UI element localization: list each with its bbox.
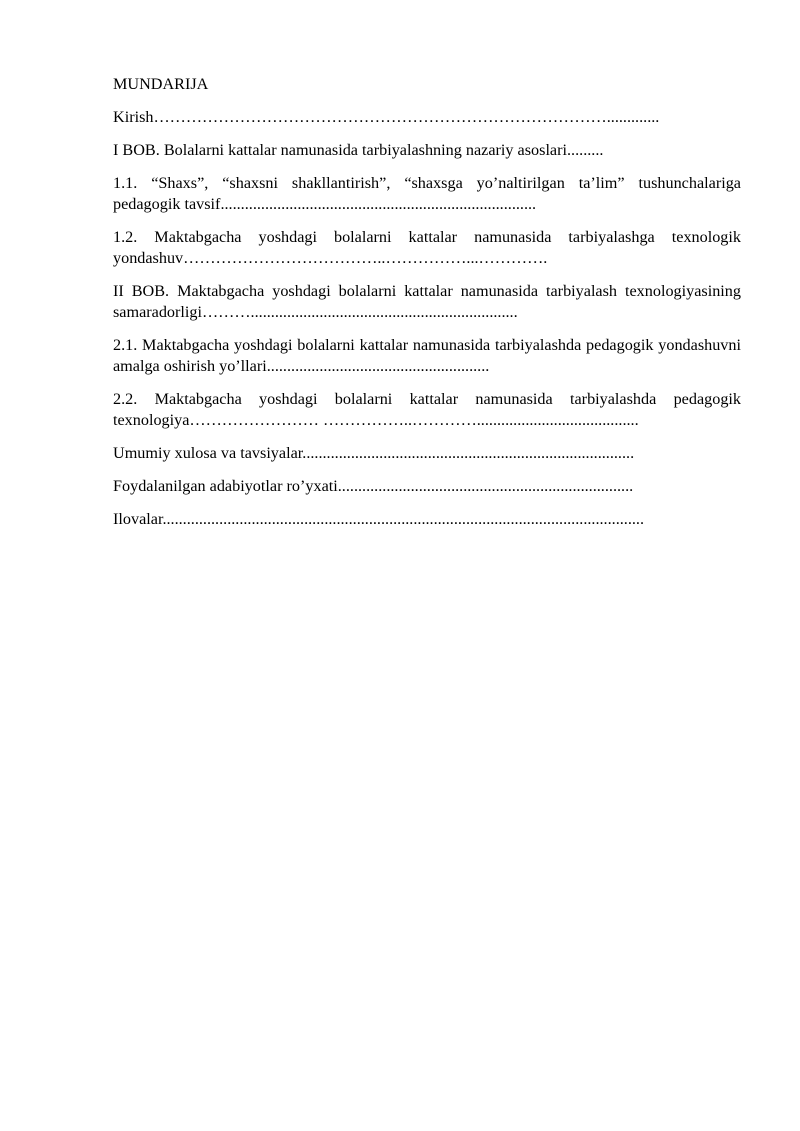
toc-entry-section-2-2: 2.2. Maktabgacha yoshdagi bolalarni kattalar namunasida tarbiyalashda pedagogik texnologiya…………………… ……………..…………........................................: [113, 390, 741, 429]
toc-entry-conclusion: Umumiy xulosa va tavsiyalar..................................................................................: [113, 444, 635, 462]
toc-entry-section-1-1: 1.1. “Shaxs”, “shaxsni shakllantirish”, “shaxsga yo’naltirilgan ta’lim” tushunchalariga pedagogik tavsif..............................................................................: [113, 174, 741, 213]
toc-entry-chapter-1: I BOB. Bolalarni kattalar namunasida tarbiyalashning nazariy asoslari.........: [113, 141, 604, 159]
toc-entry-chapter-2: II BOB. Maktabgacha yoshdagi bolalarni kattalar namunasida tarbiyalash texnologiyasining samaradorligi………..................................................................: [113, 282, 741, 321]
toc-entry-bibliography: Foydalanilgan adabiyotlar ro’yxati.........................................................................: [113, 477, 634, 495]
document-page: [113, 74, 741, 542]
toc-entry-appendices: Ilovalar.......................................................................................................................: [113, 510, 645, 528]
page-title: MUNDARIJA: [113, 75, 209, 93]
toc-entry-section-1-2: 1.2. Maktabgacha yoshdagi bolalarni kattalar namunasida tarbiyalashga texnologik yondashuv………………………………..……………...………….: [113, 228, 741, 267]
toc-entry-section-2-1: 2.1. Maktabgacha yoshdagi bolalarni kattalar namunasida tarbiyalashda pedagogik yondashuvni amalga oshirish yo’llari.......................................................: [113, 336, 741, 375]
toc-entry-kirish: Kirish………………………………………………………………………….............: [113, 108, 660, 126]
